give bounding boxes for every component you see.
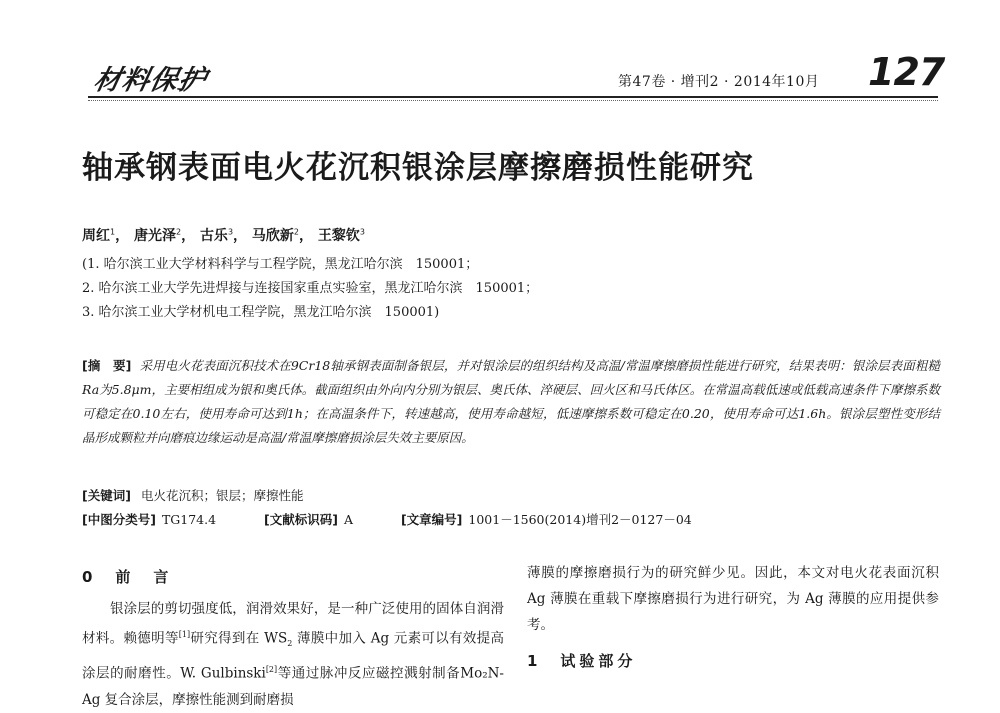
journal-logo: 材料保护 [91, 65, 210, 96]
author-separator: ， [181, 228, 196, 244]
citation: [1] [178, 630, 191, 639]
intro-text: 等通过脉冲反应磁控溅射制备Mo₂N-Ag 复合涂层，摩擦性能测到耐磨损 [82, 665, 504, 708]
clc-label: [中图分类号] [82, 512, 156, 527]
author-aff: 2 [175, 227, 182, 237]
author-name: 周红 [82, 228, 110, 244]
author-separator: ， [299, 228, 313, 244]
intro-text: 研究得到在 WS [190, 630, 288, 647]
header-rule [88, 96, 938, 98]
affiliation-1: (1. 哈尔滨工业大学材料科学与工程学院，黑龙江哈尔滨 150001； [82, 257, 479, 272]
header-rule-dotted [88, 100, 938, 101]
doc-code-label: [文献标识码] [264, 512, 338, 527]
author-name: 马欣新 [251, 228, 294, 244]
abstract-label: [摘 要] [82, 358, 132, 373]
author-list [82, 225, 365, 245]
affiliation-3: 3. 哈尔滨工业大学材机电工程学院，黑龙江哈尔滨 150001) [82, 305, 440, 320]
classification-row [82, 510, 692, 528]
article-no-label: [文章编号] [400, 512, 463, 527]
keywords-label: [关键词] [82, 488, 131, 503]
abstract-text: 采用电火花表面沉积技术在9Cr18轴承钢表面制备银层，并对银涂层的组织结构及高温/常温摩擦磨损性能进行研究，结果表明：银涂层表面粗糙Ra为5.8μm，主要相组成为银和奥氏体。截面组织由外向内分别为银层、奥氏体、淬硬层、回火区和马氏体区。在常温高载低速或低载高速条件下摩擦系数可稳定在0.10左右，使用寿命可达到1h；在高温条件下，转速越高，使用寿命越短，低速摩擦系数可稳定在0.20，使用寿命可达1.6h。银涂层塑性变形结晶形成颗粒并向磨痕边缘运动是高温/常温摩擦磨损涂层失效主要原因。 [82, 358, 940, 445]
section-1-heading: 1 试验部分 [527, 652, 637, 670]
left-column [82, 596, 504, 713]
subscript: 2 [287, 639, 293, 649]
intro-text: 银涂层的剪切强度低，润滑效果好，是一种广泛使用的固体自润滑材料。赖德明等 [82, 601, 504, 647]
affiliation-2: 2. 哈尔滨工业大学先进焊接与连接国家重点实验室，黑龙江哈尔滨 150001； [82, 281, 539, 296]
author-aff: 1 [110, 227, 116, 237]
author-aff: 2 [293, 227, 299, 237]
author-separator: ， [233, 228, 248, 244]
author-name: 王黎钦 [317, 228, 360, 244]
author-separator: ， [115, 228, 130, 244]
clc-value: TG174.4 [161, 512, 217, 527]
author-name: 古乐 [199, 228, 228, 244]
doc-code-value: A [343, 512, 353, 527]
abstract [82, 354, 940, 450]
keywords-text: 电火花沉积；银层；摩擦性能 [140, 488, 304, 503]
author-aff: 3 [227, 227, 234, 237]
intro-paragraph [82, 596, 504, 713]
right-paragraph: 薄膜的摩擦磨损行为的研究鲜少见。因此，本文对电火花表面沉积 Ag 薄膜在重载下摩擦磨损行为进行研究，为 Ag 薄膜的应用提供参考。 [527, 565, 939, 633]
right-column [527, 560, 939, 638]
article-no-value: 1001－1560(2014)增刊2－0127－04 [468, 512, 692, 527]
section-0-heading: 0 前 言 [82, 568, 173, 586]
issue-info: 第47卷 · 增刊2 · 2014年10月 [618, 74, 820, 90]
author-name: 唐光泽 [133, 228, 176, 244]
citation: [2] [265, 665, 278, 675]
page-number: 127 [868, 50, 945, 94]
intro-text: 薄膜中加入 Ag 元素可以有效提高涂层的耐磨性。W. Gulbinski [82, 630, 505, 682]
author-aff: 3 [359, 227, 365, 237]
paper-title: 轴承钢表面电火花沉积银涂层摩擦磨损性能研究 [82, 150, 754, 186]
keywords-row [82, 486, 303, 504]
